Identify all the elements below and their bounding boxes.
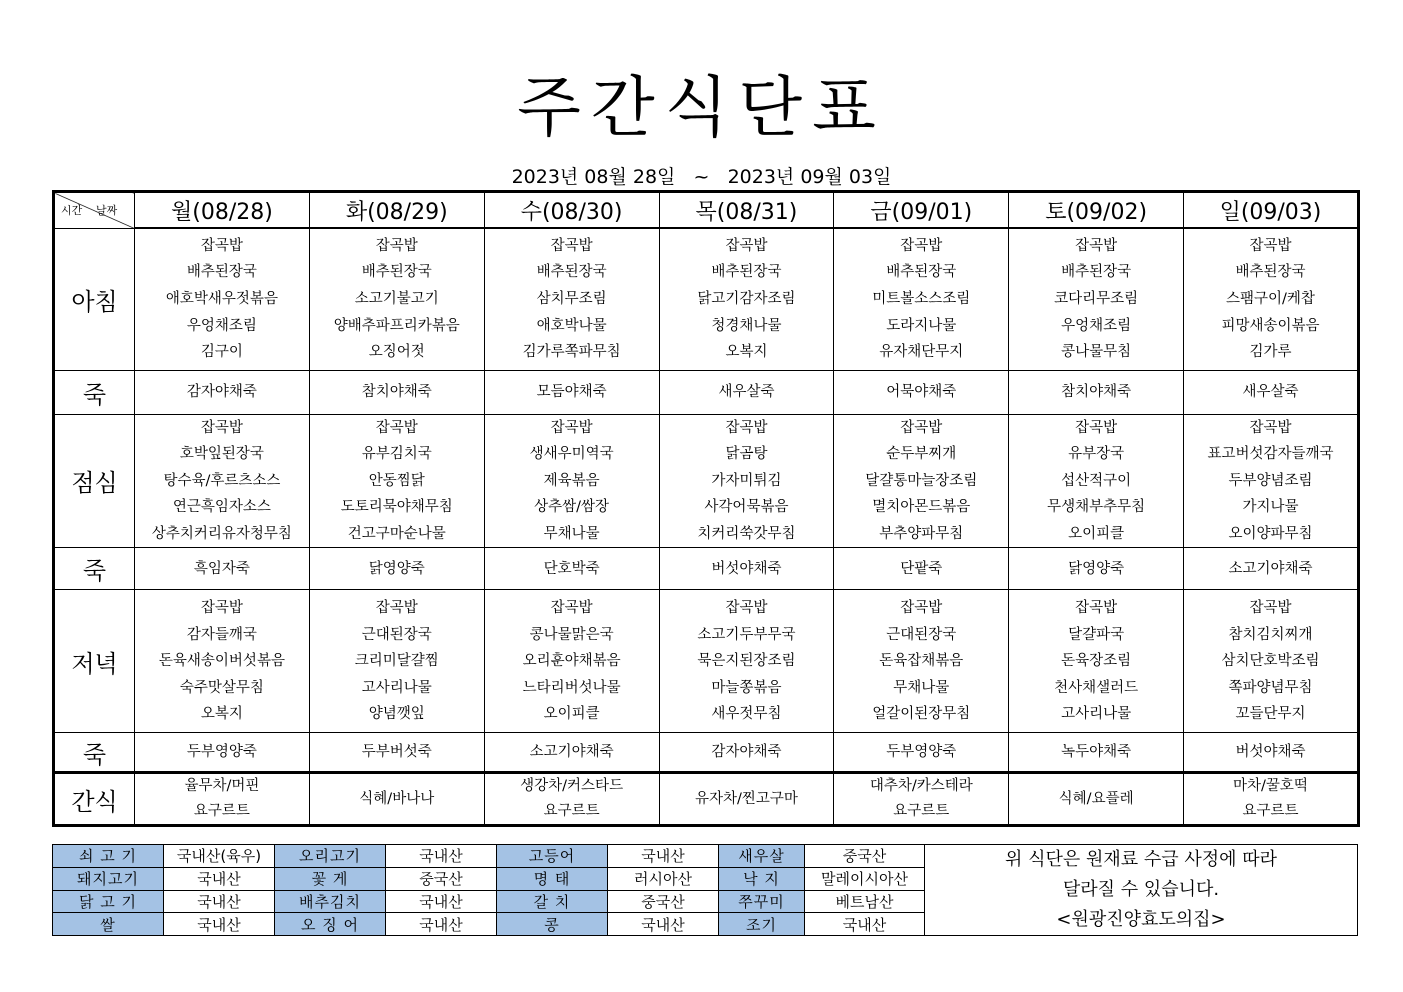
menu-item: 상추쌈/쌈장 <box>534 499 610 516</box>
lunch-label: 점심 <box>54 414 135 548</box>
menu-item: 배추된장국 <box>1235 264 1306 281</box>
origin-item: 쭈꾸미 <box>719 890 805 913</box>
breakfast-cell <box>484 228 659 370</box>
porridge-item: 참치야채죽 <box>309 370 484 414</box>
origin-country: 중국산 <box>386 867 497 890</box>
menu-item: 콩나물무침 <box>1061 344 1132 361</box>
breakfast-cell <box>1184 228 1359 370</box>
header-row <box>54 192 1359 229</box>
day-header: 화(08/29) <box>309 192 484 229</box>
weekly-menu-table <box>52 190 1360 827</box>
menu-item: 요구르트 <box>1242 803 1299 820</box>
porridge1-label: 죽 <box>54 370 135 414</box>
porridge-item: 소고기야채죽 <box>484 733 659 773</box>
day-header: 수(08/30) <box>484 192 659 229</box>
porridge-item: 녹두야채죽 <box>1009 733 1184 773</box>
porridge1-row <box>54 370 1359 414</box>
menu-item: 근대된장국 <box>361 626 432 643</box>
origin-country: 중국산 <box>608 890 719 913</box>
lunch-cell <box>834 414 1009 548</box>
menu-item: 잡곡밥 <box>200 419 243 436</box>
menu-item: 유자차/찐고구마 <box>694 790 798 807</box>
menu-item: 연근흑임자소스 <box>172 499 271 516</box>
menu-item: 숙주맛살무침 <box>179 679 264 696</box>
origin-item: 쌀 <box>53 913 164 936</box>
menu-item: 천사채샐러드 <box>1054 679 1139 696</box>
day-header: 월(08/28) <box>135 192 310 229</box>
snack-cell <box>659 773 834 826</box>
menu-item: 생새우미역국 <box>529 446 614 463</box>
menu-item: 부추양파무침 <box>879 525 964 542</box>
menu-item: 우엉채조림 <box>186 317 257 334</box>
origin-item: 콩 <box>497 913 608 936</box>
origin-item: 갈 치 <box>497 890 608 913</box>
origin-country: 국내산 <box>386 890 497 913</box>
origin-row <box>53 845 1358 868</box>
date-range: 2023년 08월 28일 ~ 2023년 09월 03일 <box>511 166 892 188</box>
menu-item: 도라지나물 <box>886 317 957 334</box>
dinner-cell <box>1009 590 1184 733</box>
breakfast-cell <box>834 228 1009 370</box>
menu-item: 달걀통마늘장조림 <box>865 472 978 489</box>
menu-item: 김구이 <box>200 344 243 361</box>
menu-item: 가지나물 <box>1242 499 1299 516</box>
origin-country: 말레이시아산 <box>805 867 925 890</box>
menu-item: 오복지 <box>725 344 768 361</box>
snack-cell <box>135 773 310 826</box>
menu-item: 닭곰탕 <box>725 446 768 463</box>
origin-item: 명 태 <box>497 867 608 890</box>
porridge-item: 두부버섯죽 <box>309 733 484 773</box>
menu-item: 배추된장국 <box>886 264 957 281</box>
menu-item: 꼬들단무지 <box>1235 706 1306 723</box>
menu-item: 양념깻잎 <box>368 706 425 723</box>
menu-item: 삼치단호박조림 <box>1221 653 1320 670</box>
dinner-cell <box>659 590 834 733</box>
menu-item: 고사리나물 <box>361 679 432 696</box>
menu-item: 애호박나물 <box>536 317 607 334</box>
menu-item: 잡곡밥 <box>900 599 943 616</box>
menu-item: 우엉채조림 <box>1061 317 1132 334</box>
menu-item: 멸치아몬드볶음 <box>872 499 971 516</box>
menu-item: 콩나물맑은국 <box>529 626 614 643</box>
origin-country: 국내산 <box>386 913 497 936</box>
menu-item: 양배추파프리카볶음 <box>333 317 460 334</box>
menu-item: 섭산적구이 <box>1061 472 1132 489</box>
snack-cell <box>1184 773 1359 826</box>
origin-item: 쇠 고 기 <box>53 845 164 868</box>
menu-item: 유자채단무지 <box>879 344 964 361</box>
origin-country: 국내산 <box>805 913 925 936</box>
porridge-item: 감자야채죽 <box>135 370 310 414</box>
dinner-label: 저녁 <box>54 590 135 733</box>
menu-item: 율무차/머핀 <box>184 778 260 795</box>
menu-item: 상추치커리유자청무침 <box>151 525 292 542</box>
porridge-item: 어묵야채죽 <box>834 370 1009 414</box>
menu-item: 소고기두부무국 <box>697 626 796 643</box>
origin-country: 국내산 <box>608 845 719 868</box>
breakfast-cell <box>309 228 484 370</box>
breakfast-row <box>54 228 1359 370</box>
menu-item: 건고구마순나물 <box>347 525 446 542</box>
dinner-cell <box>834 590 1009 733</box>
menu-item: 쪽파양념무침 <box>1228 679 1313 696</box>
menu-item: 느타리버섯나물 <box>522 679 621 696</box>
lunch-cell <box>484 414 659 548</box>
menu-item: 스팸구이/케찹 <box>1226 290 1315 307</box>
menu-item: 달걀파국 <box>1068 626 1125 643</box>
origin-item: 돼지고기 <box>53 867 164 890</box>
day-header: 토(09/02) <box>1009 192 1184 229</box>
porridge-item: 감자야채죽 <box>659 733 834 773</box>
menu-item: 배추된장국 <box>186 264 257 281</box>
menu-item: 요구르트 <box>543 803 600 820</box>
menu-item: 삼치무조림 <box>536 290 607 307</box>
origin-item: 새우살 <box>719 845 805 868</box>
menu-item: 크리미달걀찜 <box>354 653 439 670</box>
menu-item: 사각어묵볶음 <box>704 499 789 516</box>
origin-country: 러시아산 <box>608 867 719 890</box>
origin-country: 국내산 <box>164 867 275 890</box>
origin-item: 낙 지 <box>719 867 805 890</box>
breakfast-cell <box>135 228 310 370</box>
lunch-row <box>54 414 1359 548</box>
menu-item: 잡곡밥 <box>1249 237 1292 254</box>
corner-cell <box>54 192 135 229</box>
porridge-item: 버섯야채죽 <box>659 548 834 590</box>
origin-item: 고등어 <box>497 845 608 868</box>
menu-item: 잡곡밥 <box>1075 599 1118 616</box>
menu-item: 배추된장국 <box>1061 264 1132 281</box>
menu-item: 고사리나물 <box>1061 706 1132 723</box>
dinner-cell <box>484 590 659 733</box>
note-line: 달라질 수 있습니다. <box>1062 879 1220 900</box>
porridge-item: 참치야채죽 <box>1009 370 1184 414</box>
snack-cell <box>484 773 659 826</box>
menu-item: 잡곡밥 <box>725 237 768 254</box>
menu-item: 소고기불고기 <box>354 290 439 307</box>
menu-item: 돈육잡채볶음 <box>879 653 964 670</box>
menu-item: 잡곡밥 <box>550 237 593 254</box>
porridge-item: 닭영양죽 <box>1009 548 1184 590</box>
menu-item: 잡곡밥 <box>900 237 943 254</box>
porridge-item: 닭영양죽 <box>309 548 484 590</box>
menu-item: 잡곡밥 <box>1075 419 1118 436</box>
dinner-cell <box>309 590 484 733</box>
snack-cell <box>1009 773 1184 826</box>
origin-country: 국내산 <box>164 913 275 936</box>
snack-label: 간식 <box>54 773 135 826</box>
porridge-item: 버섯야채죽 <box>1184 733 1359 773</box>
menu-item: 잡곡밥 <box>375 599 418 616</box>
corner-date-label: 날짜 <box>96 204 118 217</box>
menu-item: 오징어젓 <box>368 344 425 361</box>
menu-item: 잡곡밥 <box>1075 237 1118 254</box>
breakfast-cell <box>1009 228 1184 370</box>
porridge2-label: 죽 <box>54 548 135 590</box>
porridge-item: 새우살죽 <box>659 370 834 414</box>
menu-item: 요구르트 <box>893 803 950 820</box>
menu-item: 오이피클 <box>543 706 600 723</box>
menu-item: 순두부찌개 <box>886 446 957 463</box>
origin-item: 꽃 게 <box>275 867 386 890</box>
menu-item: 오이피클 <box>1068 525 1125 542</box>
porridge-item: 두부영양죽 <box>135 733 310 773</box>
menu-item: 가자미튀김 <box>711 472 782 489</box>
menu-item: 돈육새송이버섯볶음 <box>158 653 285 670</box>
menu-item: 잡곡밥 <box>200 599 243 616</box>
menu-item: 잡곡밥 <box>900 419 943 436</box>
note-line: 위 식단은 원재료 수급 사정에 따라 <box>1004 849 1278 870</box>
menu-item: 마늘쫑볶음 <box>711 679 782 696</box>
menu-item: 잡곡밥 <box>550 419 593 436</box>
lunch-cell <box>659 414 834 548</box>
menu-item: 김가루쪽파무침 <box>522 344 621 361</box>
menu-item: 탕수육/후르츠소스 <box>163 472 281 489</box>
origin-note <box>925 845 1358 936</box>
menu-item: 마차/꿀호떡 <box>1233 778 1308 795</box>
origin-item: 조기 <box>719 913 805 936</box>
breakfast-cell <box>659 228 834 370</box>
lunch-cell <box>309 414 484 548</box>
menu-item: 치커리쑥갓무침 <box>697 525 796 542</box>
menu-item: 잡곡밥 <box>725 599 768 616</box>
menu-item: 배추된장국 <box>711 264 782 281</box>
menu-item: 도토리묵야채무침 <box>340 499 453 516</box>
menu-item: 무채나물 <box>893 679 950 696</box>
menu-item: 유부김치국 <box>361 446 432 463</box>
menu-item: 표고버섯감자들깨국 <box>1207 446 1334 463</box>
origin-table <box>52 844 1358 936</box>
menu-item: 오복지 <box>200 706 243 723</box>
menu-item: 요구르트 <box>193 803 250 820</box>
menu-item: 잡곡밥 <box>1249 599 1292 616</box>
menu-item: 피망새송이볶음 <box>1221 317 1320 334</box>
menu-item: 생강차/커스타드 <box>520 778 624 795</box>
menu-item: 잡곡밥 <box>200 237 243 254</box>
porridge-item: 새우살죽 <box>1184 370 1359 414</box>
menu-item: 묵은지된장조림 <box>697 653 796 670</box>
origin-item: 닭 고 기 <box>53 890 164 913</box>
snack-row <box>54 773 1359 826</box>
origin-country: 국내산(육우) <box>164 845 275 868</box>
menu-item: 식혜/바나나 <box>359 790 435 807</box>
day-header: 금(09/01) <box>834 192 1009 229</box>
menu-item: 닭고기감자조림 <box>697 290 796 307</box>
origin-item: 배추김치 <box>275 890 386 913</box>
menu-item: 무생채부추무침 <box>1047 499 1146 516</box>
porridge-item: 흑임자죽 <box>135 548 310 590</box>
menu-item: 두부양념조림 <box>1228 472 1313 489</box>
menu-item: 새우젓무침 <box>711 706 782 723</box>
lunch-cell <box>135 414 310 548</box>
porridge-item: 단팥죽 <box>834 548 1009 590</box>
menu-item: 잡곡밥 <box>725 419 768 436</box>
menu-item: 안동찜닭 <box>368 472 425 489</box>
menu-item: 잡곡밥 <box>550 599 593 616</box>
dinner-cell <box>135 590 310 733</box>
menu-item: 코다리무조림 <box>1054 290 1139 307</box>
menu-item: 오리훈야채볶음 <box>522 653 621 670</box>
snack-cell <box>834 773 1009 826</box>
menu-item: 배추된장국 <box>536 264 607 281</box>
lunch-cell <box>1009 414 1184 548</box>
note-line: <원광진양효도의집> <box>1056 909 1226 930</box>
menu-item: 식혜/요플레 <box>1058 790 1134 807</box>
menu-item: 무채나물 <box>543 525 600 542</box>
page-title: 주간식단표 <box>517 69 886 146</box>
porridge-item: 소고기야채죽 <box>1184 548 1359 590</box>
menu-item: 청경채나물 <box>711 317 782 334</box>
origin-item: 오 징 어 <box>275 913 386 936</box>
menu-item: 감자들깨국 <box>186 626 257 643</box>
dinner-row <box>54 590 1359 733</box>
origin-country: 국내산 <box>386 845 497 868</box>
porridge3-row <box>54 733 1359 773</box>
menu-item: 대추차/카스테라 <box>869 778 973 795</box>
origin-country: 국내산 <box>164 890 275 913</box>
porridge3-label: 죽 <box>54 733 135 773</box>
porridge2-row <box>54 548 1359 590</box>
porridge-item: 단호박죽 <box>484 548 659 590</box>
snack-cell <box>309 773 484 826</box>
menu-item: 제육볶음 <box>543 472 600 489</box>
day-header: 목(08/31) <box>659 192 834 229</box>
corner-time-label: 시간 <box>61 204 83 217</box>
menu-item: 오이양파무침 <box>1228 525 1313 542</box>
dinner-cell <box>1184 590 1359 733</box>
menu-item: 얼갈이된장무침 <box>872 706 971 723</box>
menu-item: 애호박새우젓볶음 <box>165 290 278 307</box>
lunch-cell <box>1184 414 1359 548</box>
menu-item: 김가루 <box>1249 344 1292 361</box>
breakfast-label: 아침 <box>54 228 135 370</box>
origin-country: 베트남산 <box>805 890 925 913</box>
menu-item: 참치김치찌개 <box>1228 626 1313 643</box>
menu-item: 미트볼소스조림 <box>872 290 971 307</box>
menu-item: 근대된장국 <box>886 626 957 643</box>
origin-country: 국내산 <box>608 913 719 936</box>
menu-item: 잡곡밥 <box>375 237 418 254</box>
origin-item: 오리고기 <box>275 845 386 868</box>
menu-item: 유부장국 <box>1068 446 1125 463</box>
day-header: 일(09/03) <box>1184 192 1359 229</box>
porridge-item: 두부영양죽 <box>834 733 1009 773</box>
menu-item: 호박잎된장국 <box>179 446 264 463</box>
menu-item: 배추된장국 <box>361 264 432 281</box>
porridge-item: 모듬야채죽 <box>484 370 659 414</box>
menu-item: 돈육장조림 <box>1061 653 1132 670</box>
origin-country: 중국산 <box>805 845 925 868</box>
menu-item: 잡곡밥 <box>1249 419 1292 436</box>
menu-item: 잡곡밥 <box>375 419 418 436</box>
